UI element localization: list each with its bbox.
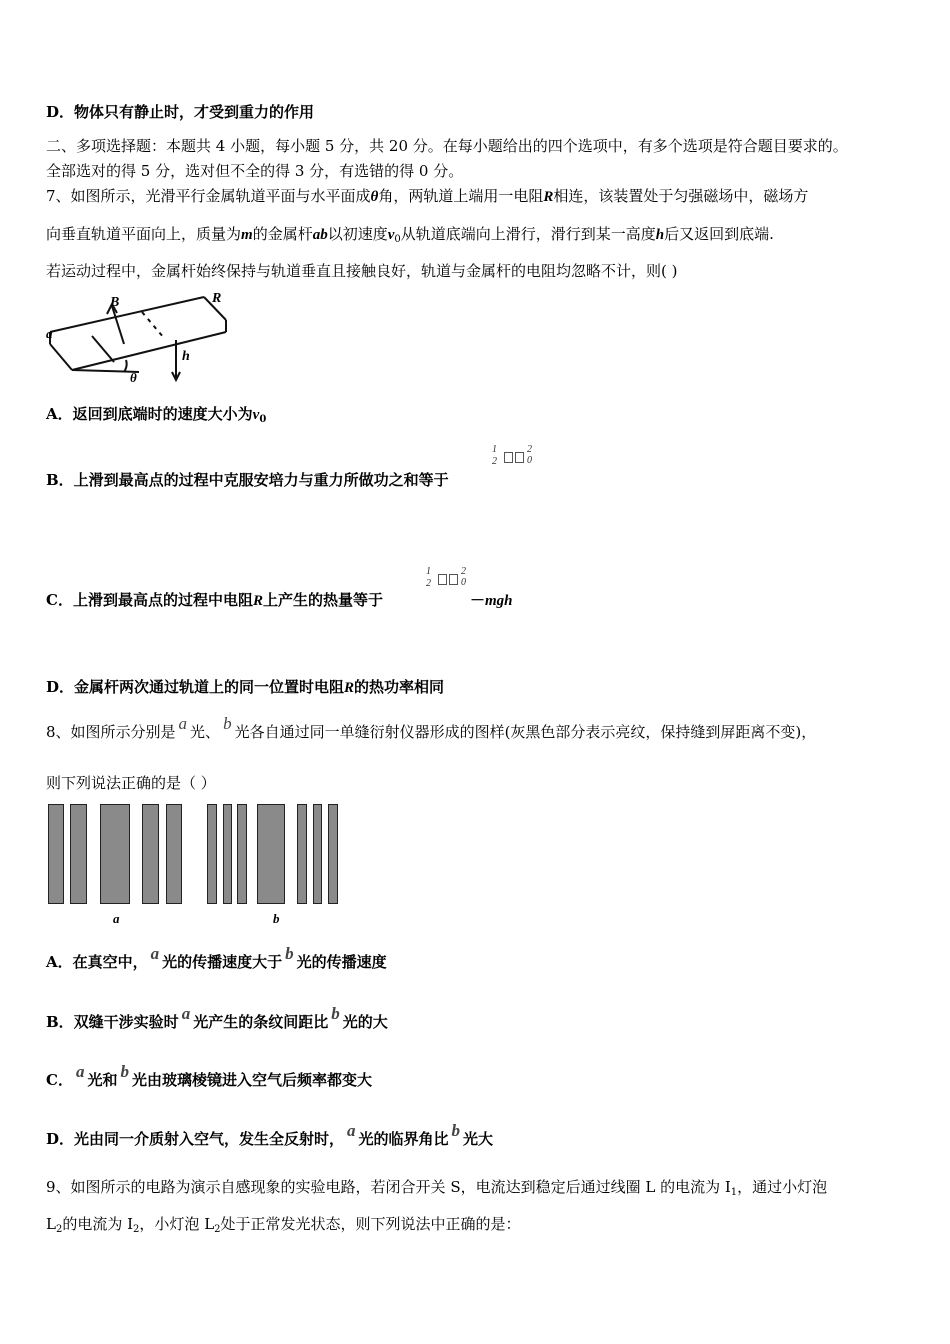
q7-option-a: A．返回到底端时的速度大小为$v_0$ — [46, 405, 267, 425]
q8-option-d: D．光由同一介质射入空气，发生全反射时， a 光的临界角比 b 光大 — [46, 1121, 494, 1148]
label-theta: θ — [130, 370, 137, 385]
q9-line1: 9、如图所示的电路为演示自感现象的实验电路，若闭合开关 S，电流达到稳定后通过线圈 L 的电流为 $I_1$，通过小灯泡 — [46, 1178, 828, 1198]
label-a: a — [46, 326, 53, 341]
q8-pattern-a — [48, 804, 188, 904]
q8-option-c: C． a 光和 b 光由玻璃棱镜进入空气后频率都变大 — [46, 1062, 372, 1089]
q8-line2: 则下列说法正确的是（ ） — [46, 774, 216, 792]
fringe — [257, 804, 285, 904]
q7-incline-figure — [44, 292, 234, 387]
q8-pattern-b — [207, 804, 347, 904]
q6-option-d: D．物体只有静止时，才受到重力的作用 — [46, 103, 315, 121]
rail-top — [50, 297, 204, 332]
fringe — [237, 804, 247, 904]
q7-option-b: B．上滑到最高点的过程中克服安培力与重力所做功之和等于 — [46, 471, 449, 489]
q9-line2: $L_2$的电流为 $I_2$，小灯泡 $L_2$处于正常发光状态，则下列说法中正确的是： — [46, 1215, 521, 1235]
fringe — [328, 804, 338, 904]
fringe — [166, 804, 182, 904]
label-B: B — [110, 295, 120, 310]
fringe — [100, 804, 130, 904]
q7-line2: 向垂直轨道平面向上，质量为m的金属杆ab以初速度$v_0$从轨道底端向上滑行，滑行到某一高度h后又返回到底端. — [46, 225, 774, 245]
fringe — [142, 804, 159, 904]
q7-option-b-formula: 1 2 2 0 — [492, 444, 532, 467]
q7-option-d: D．金属杆两次通过轨道上的同一位置时电阻R的热功率相同 — [46, 678, 445, 696]
section2-line1: 二、多项选择题：本题共 4 小题，每小题 5 分，共 20 分。在每小题给出的四个选项中，有多个选项是符合题目要求的。 — [46, 137, 848, 155]
q8-label-a: a — [113, 911, 120, 926]
fringe — [223, 804, 232, 904]
q8-label-b: b — [273, 911, 280, 926]
fringe — [207, 804, 217, 904]
fringe — [48, 804, 64, 904]
section2-line2: 全部选对的得 5 分，选对但不全的得 3 分，有选错的得 0 分。 — [46, 162, 464, 180]
label-h: h — [182, 349, 190, 364]
label-R: R — [212, 292, 222, 306]
q7-line1: 7、如图所示，光滑平行金属轨道平面与水平面成θ角，两轨道上端用一电阻R相连，该装置处于匀强磁场中，磁场方 — [46, 187, 809, 205]
q7-option-c-tail: －mgh — [470, 591, 513, 609]
fringe — [70, 804, 87, 904]
q8-option-a: A．在真空中， a 光的传播速度大于 b 光的传播速度 — [46, 944, 387, 971]
q8-option-b: B．双缝干涉实验时 a 光产生的条纹间距比 b 光的大 — [46, 1004, 388, 1031]
q7-option-c-formula: 1 2 2 0 — [426, 566, 466, 589]
q7-option-c: C．上滑到最高点的过程中电阻R上产生的热量等于 — [46, 591, 383, 609]
q8-line1: 8、如图所示分别是 a 光、 b 光各自通过同一单缝衍射仪器形成的图样(灰黑色部分表示亮纹，保持缝到屏距离不变)， — [46, 714, 817, 741]
b-arrow — [112, 306, 124, 344]
fringe — [313, 804, 322, 904]
rod-ab — [92, 336, 114, 362]
rail-bottom — [72, 332, 226, 370]
q7-line3: 若运动过程中，金属杆始终保持与轨道垂直且接触良好，轨道与金属杆的电阻均忽略不计，则( ) — [46, 262, 678, 280]
fringe — [297, 804, 307, 904]
